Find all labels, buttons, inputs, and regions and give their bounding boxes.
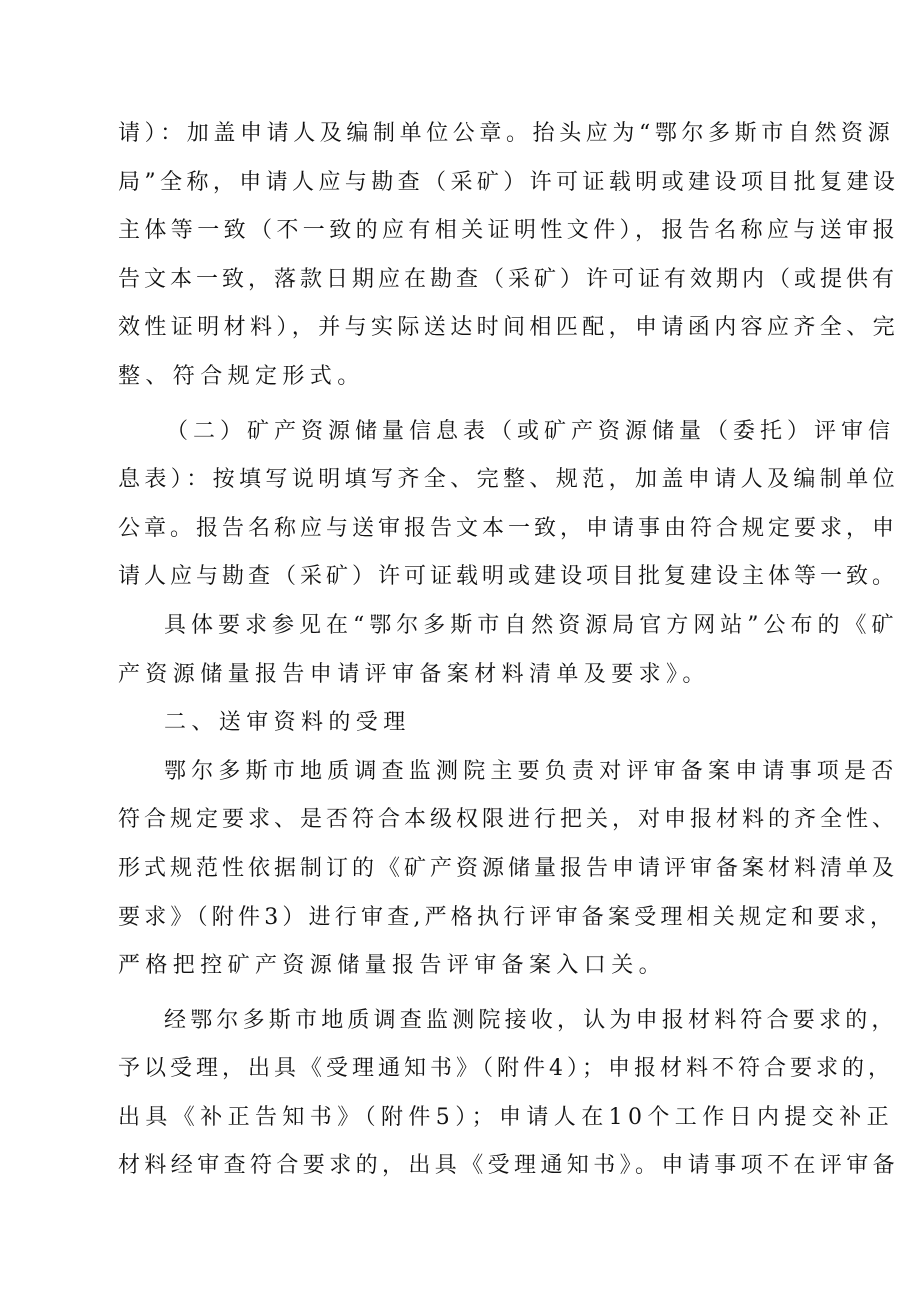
text-line: 公章。报告名称应与送审报告文本一致，申请事由符合规定要求，申 bbox=[118, 515, 899, 541]
text-line: 经鄂尔多斯市地质调查监测院接收，认为申报材料符合要求的， bbox=[164, 1007, 898, 1033]
text-line: 予以受理，出具《受理通知书》（附件4）；申报材料不符合要求的， bbox=[118, 1056, 894, 1082]
text-line: 形式规范性依据制订的《矿产资源储量报告申请评审备案材料清单及 bbox=[118, 855, 899, 881]
text-line: 要求》（附件3）进行审查,严格执行评审备案受理相关规定和要求， bbox=[118, 904, 897, 930]
document-body bbox=[118, 110, 900, 1191]
text-line: 具体要求参见在“鄂尔多斯市自然资源局官方网站”公布的《矿 bbox=[164, 612, 899, 638]
text-line: 严格把控矿产资源储量报告评审备案入口关。 bbox=[118, 953, 667, 979]
text-line: 符合规定要求、是否符合本级权限进行把关，对申报材料的齐全性、 bbox=[118, 807, 899, 833]
text-line: 鄂尔多斯市地质调查监测院主要负责对评审备案申请事项是否 bbox=[164, 758, 899, 784]
text-line: 整、符合规定形式。 bbox=[118, 363, 365, 389]
text-line: 请人应与勘查（采矿）许可证载明或建设项目批复建设主体等一致。 bbox=[118, 564, 899, 590]
text-line: 产资源储量报告申请评审备案材料清单及要求》。 bbox=[118, 661, 710, 687]
text-line: 主体等一致（不一致的应有相关证明性文件），报告名称应与送审报 bbox=[118, 218, 900, 244]
text-line: 局”全称，申请人应与勘查（采矿）许可证载明或建设项目批复建设 bbox=[118, 169, 900, 195]
text-line: 息表）：按填写说明填写齐全、完整、规范，加盖申请人及编制单位 bbox=[118, 467, 900, 493]
text-line: 请）：加盖申请人及编制单位公章。抬头应为“鄂尔多斯市自然资源 bbox=[118, 121, 895, 146]
text-line: 告文本一致，落款日期应在勘查（采矿）许可证有效期内（或提供有 bbox=[118, 266, 899, 292]
text-line: 材料经审查符合要求的，出具《受理通知书》。申请事项不在评审备 bbox=[118, 1153, 900, 1179]
text-line: 效性证明材料），并与实际送达时间相匹配，申请函内容应齐全、完 bbox=[118, 315, 900, 341]
section-heading: 二、送审资料的受理 bbox=[164, 710, 411, 736]
text-line: （二）矿产资源储量信息表（或矿产资源储量（委托）评审信 bbox=[166, 418, 896, 444]
text-line: 出具《补正告知书》（附件5）；申请人在10个工作日内提交补正 bbox=[118, 1104, 894, 1130]
